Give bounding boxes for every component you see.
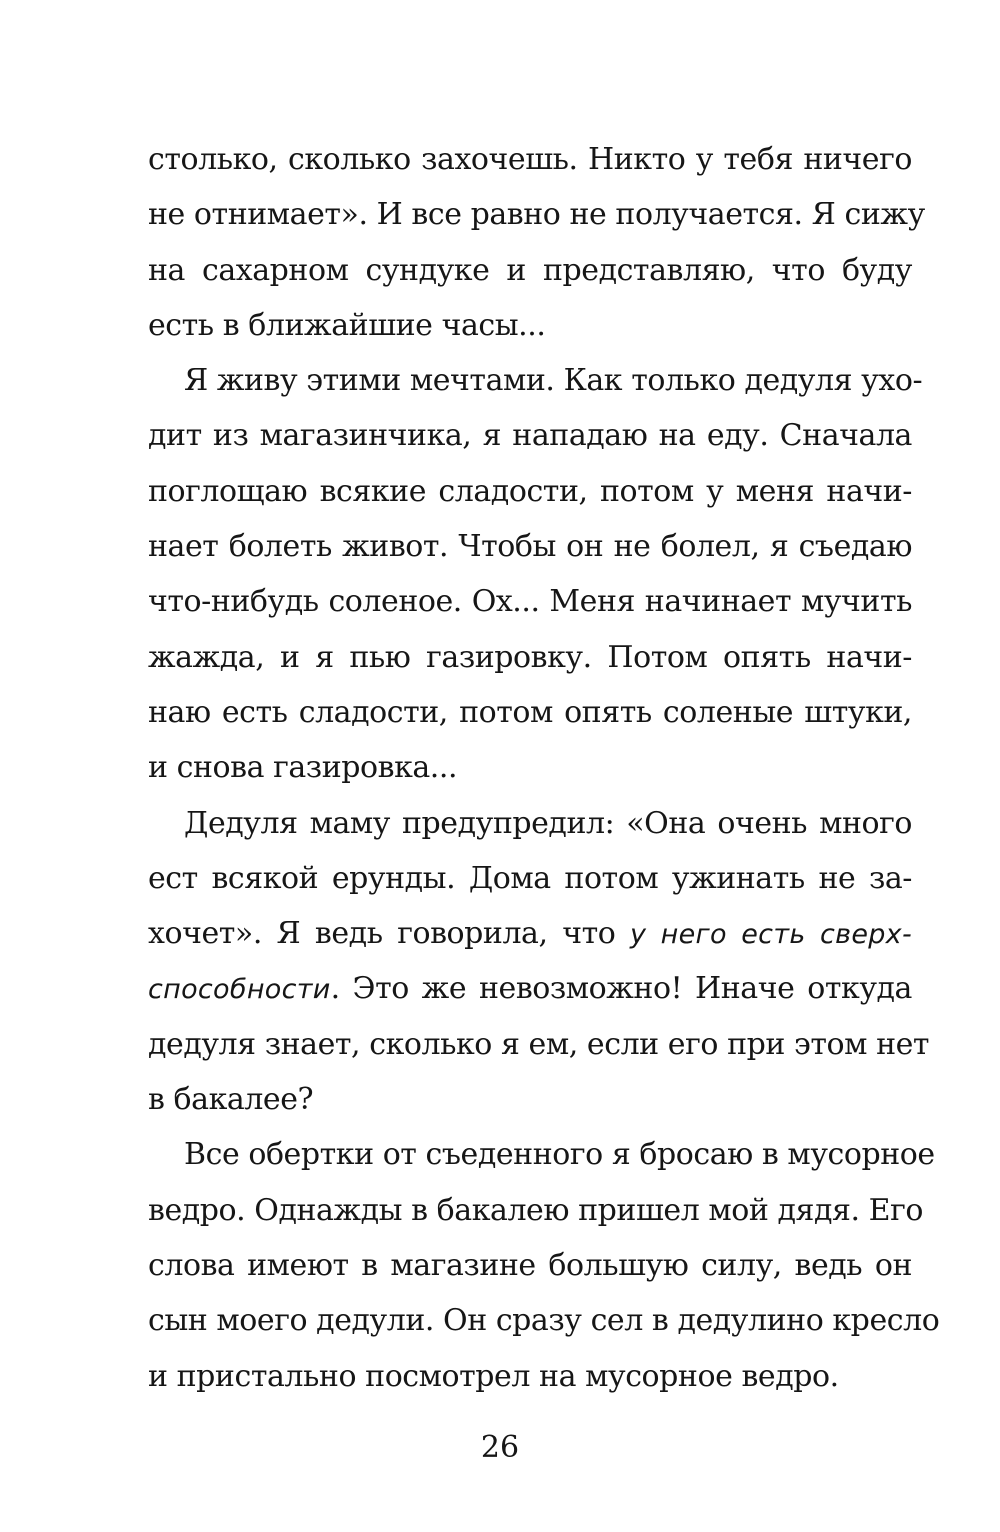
plain-text: хочет». Я ведь говорила, что — [148, 916, 630, 952]
text-line: Все обертки от съеденного я бросаю в мусорное — [184, 1137, 935, 1173]
text-line: слова имеют в магазине большую силу, ведь он — [148, 1247, 912, 1283]
text-line: и пристально посмотрел на мусорное ведро. — [148, 1358, 839, 1394]
text-line: Я живу этими мечтами. Как только дедуля ухо- — [184, 363, 923, 399]
text-line: в бакалее? — [148, 1082, 314, 1118]
text-line: поглощаю всякие сладости, потом у меня начи- — [148, 473, 912, 509]
text-line: наю есть сладости, потом опять соленые штуки, — [148, 694, 912, 730]
text-line: столько, сколько захочешь. Никто у тебя ничего — [148, 142, 912, 177]
text-line: сын моего дедули. Он сразу сел в дедулино кресло — [148, 1303, 940, 1339]
handwritten-text: способности — [148, 974, 331, 1006]
text-line-mixed — [148, 906, 912, 961]
text-line: дедуля знает, сколько я ем, если его при этом нет — [148, 1026, 930, 1062]
text-line: нает болеть живот. Чтобы он не болел, я съедаю — [148, 529, 912, 565]
text-line: есть в ближайшие часы... — [148, 307, 546, 343]
body-text — [148, 132, 940, 1404]
text-line: что-нибудь соленое. Ох... Меня начинает мучить — [148, 584, 912, 620]
page-number: 26 — [480, 1430, 520, 1465]
text-line: ведро. Однажды в бакалею пришел мой дядя. Его — [148, 1192, 924, 1228]
text-line-mixed — [148, 961, 912, 1016]
text-line: жажда, и я пью газировку. Потом опять начи- — [148, 639, 912, 675]
text-line: и снова газировка... — [148, 750, 458, 786]
text-line: на сахарном сундуке и представляю, что буду — [148, 252, 912, 288]
plain-text: . Это же невозможно! Иначе откуда — [330, 971, 912, 1007]
text-line: Дедуля маму предупредил: «Она очень много — [184, 805, 912, 841]
text-line: не отнимает». И все равно не получается. Я сижу — [148, 197, 925, 233]
handwritten-text: у него есть сверх- — [629, 919, 913, 951]
text-line: дит из магазинчика, я нападаю на еду. Сначала — [148, 418, 912, 454]
text-line: ест всякой ерунды. Дома потом ужинать не за- — [148, 860, 912, 896]
